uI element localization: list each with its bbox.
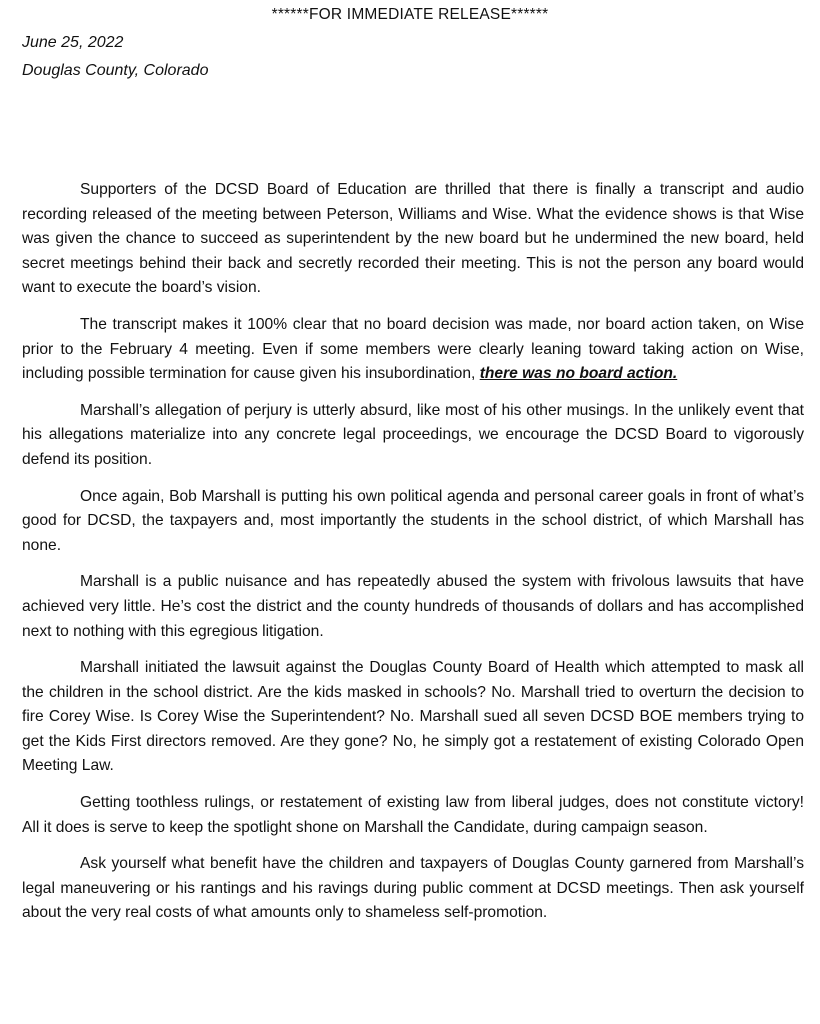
paragraph: Marshall’s allegation of perjury is utterly absurd, like most of his other musings. In the unlikely event that his allegations materialize into any concrete legal proceedings, we encourage the DCSD Board to vigorously defend its position. xyxy=(22,401,804,468)
release-location: Douglas County, Colorado xyxy=(22,62,209,79)
release-body xyxy=(22,178,804,938)
release-date: June 25, 2022 xyxy=(22,34,124,51)
paragraph: Getting toothless rulings, or restatement of existing law from liberal judges, does not constitute victory! All it does is serve to keep the spotlight shone on Marshall the Candidate, during campaign season. xyxy=(22,794,804,836)
paragraph: Ask yourself what benefit have the children and taxpayers of Douglas County garnered from Marshall’s legal maneuvering or his rantings and his ravings during public comment at DCSD meetings. Then ask yourself about the very real costs of what amounts only to shameless self-promotion. xyxy=(22,855,804,922)
emphasized-statement: there was no board action. xyxy=(479,365,678,383)
release-banner: ******FOR IMMEDIATE RELEASE****** xyxy=(271,6,549,23)
paragraph: Marshall initiated the lawsuit against the Douglas County Board of Health which attempted to mask all the children in the school district. Are the kids masked in schools? No. Marshall tried to overturn the decision to fire Corey Wise. Is Corey Wise the Superintendent? No. Marshall sued all seven DCSD BOE members trying to get the Kids First directors removed. Are they gone? No, he simply got a restatement of existing Colorado Open Meeting Law. xyxy=(22,659,804,775)
paragraph: Supporters of the DCSD Board of Education are thrilled that there is finally a transcript and audio recording released of the meeting between Peterson, Williams and Wise. What the evidence shows is that Wise was given the chance to succeed as superintendent by the new board but he undermined the new board, held secret meetings behind their back and secretly recorded their meeting. This is not the person any board would want to execute the board’s vision. xyxy=(22,181,804,297)
paragraph: The transcript makes it 100% clear that no board decision was made, nor board action taken, on Wise prior to the February 4 meeting. Even if some members were clearly leaning toward taking action on Wise, including possible termination for cause given his insubordination, there was no board action. xyxy=(22,315,804,383)
paragraph: Once again, Bob Marshall is putting his own political agenda and personal career goals in front of what’s good for DCSD, the taxpayers and, most importantly the students in the school district, of which Marshall has none. xyxy=(22,487,804,554)
paragraph: Marshall is a public nuisance and has repeatedly abused the system with frivolous lawsuits that have achieved very little. He’s cost the district and the county hundreds of thousands of dollars and has accomplished next to nothing with this egregious litigation. xyxy=(22,573,804,640)
